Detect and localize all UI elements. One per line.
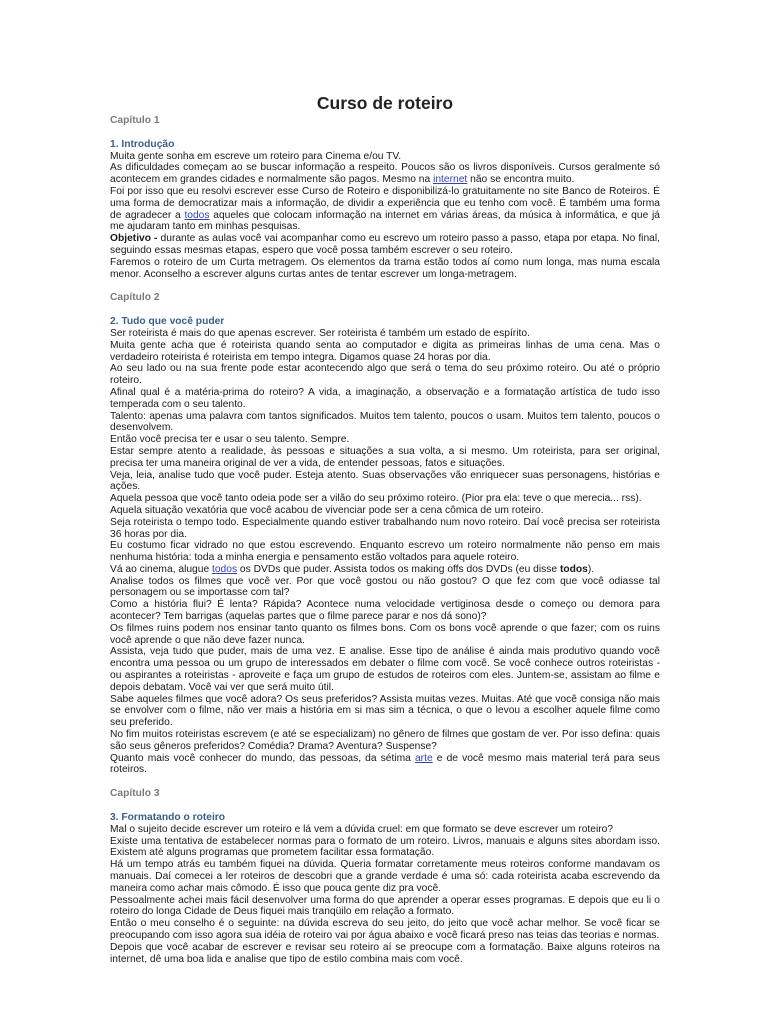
page-title: Curso de roteiro (316, 93, 454, 113)
paragraph: Seja roteirista o tempo todo. Especialmente quando estiver trabalhando num novo roteiro. Daí você precisa ser roteirista 36 horas por dia. (110, 516, 660, 540)
paragraph: Veja, leia, analise tudo que você puder. Esteja atento. Suas observações vão enriquecer suas personagens, histórias e ações. (110, 469, 660, 493)
text: durante as aulas você vai acompanhar como eu escrevo um roteiro passo a passo, etapa por etapa. No final, seguindo essas mesmas etapas, espero que você possa também escrever o seu roteiro. (110, 233, 660, 256)
paragraph: Mal o sujeito decide escrever um roteiro e lá vem a dúvida cruel: em que formato se deve escrever um roteiro? (110, 823, 614, 835)
paragraph (110, 162, 660, 186)
paragraph: Analise todos os filmes que você ver. Por que você gostou ou não gostou? O que fez com que você odiasse tal personagem ou se importasse com tal? (110, 575, 660, 599)
text: Foi por isso que eu resolvi escrever esse Curso de Roteiro e disponibilizá-lo gratuitamente no site Banco de Roteiros. É uma forma de democratizar mais a informação, de dividir a experiência que eu tenho com você. É também uma forma de agradecer a (110, 185, 660, 221)
paragraph: Como a história flui? É lenta? Rápida? Acontece numa velocidade vertiginosa desde o começo ou demora para acontecer? Tem barrigas (aquelas partes que o filme parece parar e nos dá sono)? (110, 599, 660, 623)
paragraph: Pessoalmente achei mais fácil desenvolver uma forma do que aprender a operar esses programas. E depois que eu li o roteiro do longa Cidade de Deus fiquei mais tranqüilo em relação a formato. (110, 894, 660, 918)
document-page (110, 92, 660, 965)
paragraph: Ao seu lado ou na sua frente pode estar acontecendo algo que será o tema do seu próximo roteiro. Ou até o próprio roteiro. (110, 363, 660, 387)
paragraph: Existe uma tentativa de estabelecer normas para o formato de um roteiro. Livros, manuais e alguns sites abordam isso. Existem até alguns programas que prometem facilitar essa formatação. (110, 835, 660, 859)
paragraph: Depois que você acabar de escrever e revisar seu roteiro aí se preocupe com a formatação. Baixe alguns roteiros na internet, dê uma boa lida e analise que tipo de estilo combina mais com você. (110, 941, 660, 965)
paragraph: Assista, veja tudo que puder, mais de uma vez. E analise. Esse tipo de análise é ainda mais produtivo quando você encontra uma pessoa ou um grupo de interessados em debater o filme com você. Se você conhece outros roteiristas - ou aspirantes a roteiristas - aproveite e faça um grupo de estudos de roteiros com eles. Juntem-se, assistam ao filme e depois debatam. Você vai ver que será muito útil. (110, 646, 660, 693)
todos-bold: todos (559, 563, 588, 575)
text: Vá ao cinema, alugue (110, 563, 212, 575)
arte-link[interactable]: arte (414, 752, 433, 764)
paragraph: Há um tempo atrás eu também fiquei na dúvida. Queria formatar corretamente meus roteiros conforme mandavam os manuais. Daí comecei a ler roteiros de descobri que a grande verdade é uma só: cada roteirista acaba escrevendo da maneira como achar mais cômodo. É isso que pouca gente diz pra você. (110, 859, 660, 894)
text: aqueles que colocam informação na internet em várias áreas, da música à informática, e que já me ajudaram tanto em minhas pesquisas. (110, 209, 660, 233)
todos-link[interactable]: todos (184, 209, 210, 221)
internet-link[interactable]: internet (433, 174, 468, 186)
paragraph: Aquela situação vexatória que você acabou de vivenciar pode ser a cena cômica de um roteiro. (110, 504, 544, 516)
paragraph: Eu costumo ficar vidrado no que estou escrevendo. Enquanto escrevo um roteiro normalmente não penso em mais nenhuma história: toda a minha energia e pensamento estão voltados para aquele roteiro. (110, 540, 660, 564)
todos-link[interactable]: todos (212, 563, 238, 575)
paragraph (110, 753, 660, 777)
paragraph (110, 186, 660, 233)
text: As dificuldades começam ao se buscar informação a respeito. Poucos são os livros disponíveis. Cursos geralmente só acontecem em grandes cidades e normalmente são pagos. Mesmo na (110, 162, 660, 186)
text: os DVDs que puder. Assista todos os making offs dos DVDs (eu disse (237, 563, 560, 575)
paragraph: Faremos o roteiro de um Curta metragem. Os elementos da trama estão todos aí como num longa, mas numa escala menor. Aconselho a escrever alguns curtas antes de tentar escrever um longa-metragem. (110, 256, 660, 280)
objetivo-label: Objetivo - (110, 233, 158, 245)
chapter-3-label: Capítulo 3 (110, 788, 160, 800)
paragraph (110, 233, 660, 257)
paragraph: Ser roteirista é mais do que apenas escrever. Ser roteirista é também um estado de espírito. (110, 327, 530, 339)
paragraph: Sabe aqueles filmes que você adora? Os seus preferidos? Assista muitas vezes. Muitas. Até que você consiga não mais se envolver com o filme, não ver mais a história em si mas sim a técnica, o que o levou a escolher aquele filme como seu preferido. (110, 693, 660, 729)
paragraph (110, 564, 660, 576)
text: ). (587, 563, 595, 575)
paragraph: Talento: apenas uma palavra com tantos significados. Muitos tem talento, poucos o usam. Muitos tem talento, poucos o desenvolvem. (110, 410, 660, 434)
paragraph: Aquela pessoa que você tanto odeia pode ser a vilão do seu próximo roteiro. (Pior pra ela: teve o que merecia... rss). (110, 493, 642, 505)
paragraph: No fim muitos roteiristas escrevem (e até se especializam) no gênero de filmes que gostam de ver. Por isso defina: quais são seus gêneros preferidos? Comédia? Drama? Aventura? Suspense? (110, 729, 660, 752)
paragraph: Muita gente acha que é roteirista quando senta ao computador e digita as primeiras linhas de uma cena. Mas o verdadeiro roteirista é roteirista em tempo integra. Digamos quase 24 horas por dia. (110, 339, 660, 363)
paragraph: Estar sempre atento a realidade, às pessoas e situações a sua volta, a si mesmo. Um roteirista, para ser original, precisa ter uma maneira original de ver a vida, de entender pessoas, fatos e situações. (110, 445, 660, 469)
chapter-2-label: Capítulo 2 (110, 292, 160, 304)
text: não se encontra muito. (467, 174, 575, 186)
text: e de você mesmo mais material terá para seus roteiros. (110, 752, 660, 776)
section-1-heading: 1. Introdução (110, 138, 175, 150)
section-2-heading: 2. Tudo que você puder (110, 316, 225, 328)
paragraph: Muita gente sonha em escreve um roteiro para Cinema e/ou TV. (110, 150, 402, 162)
chapter-1-label: Capítulo 1 (110, 115, 160, 126)
paragraph: Então você precisa ter e usar o seu talento. Sempre. (110, 434, 350, 446)
paragraph: Afinal qual é a matéria-prima do roteiro? A vida, a imaginação, a observação e a formatação artística de tudo isso temperada com o seu talento. (110, 386, 660, 410)
section-3-heading: 3. Formatando o roteiro (110, 812, 226, 824)
text: Quanto mais você conhecer do mundo, das pessoas, da sétima (110, 752, 415, 764)
paragraph: Os filmes ruins podem nos ensinar tanto quanto os filmes bons. Com os bons você aprende o que fazer; com os ruins você aprende o que não deve fazer nunca. (110, 622, 660, 646)
paragraph: Então o meu conselho é o seguinte: na dúvida escreva do seu jeito, do jeito que você achar melhor. Se você ficar se preocupando com isso agora sua idéia de roteiro vai por água abaixo e você ficará preso nas teias das teorias e normas. (110, 918, 660, 941)
